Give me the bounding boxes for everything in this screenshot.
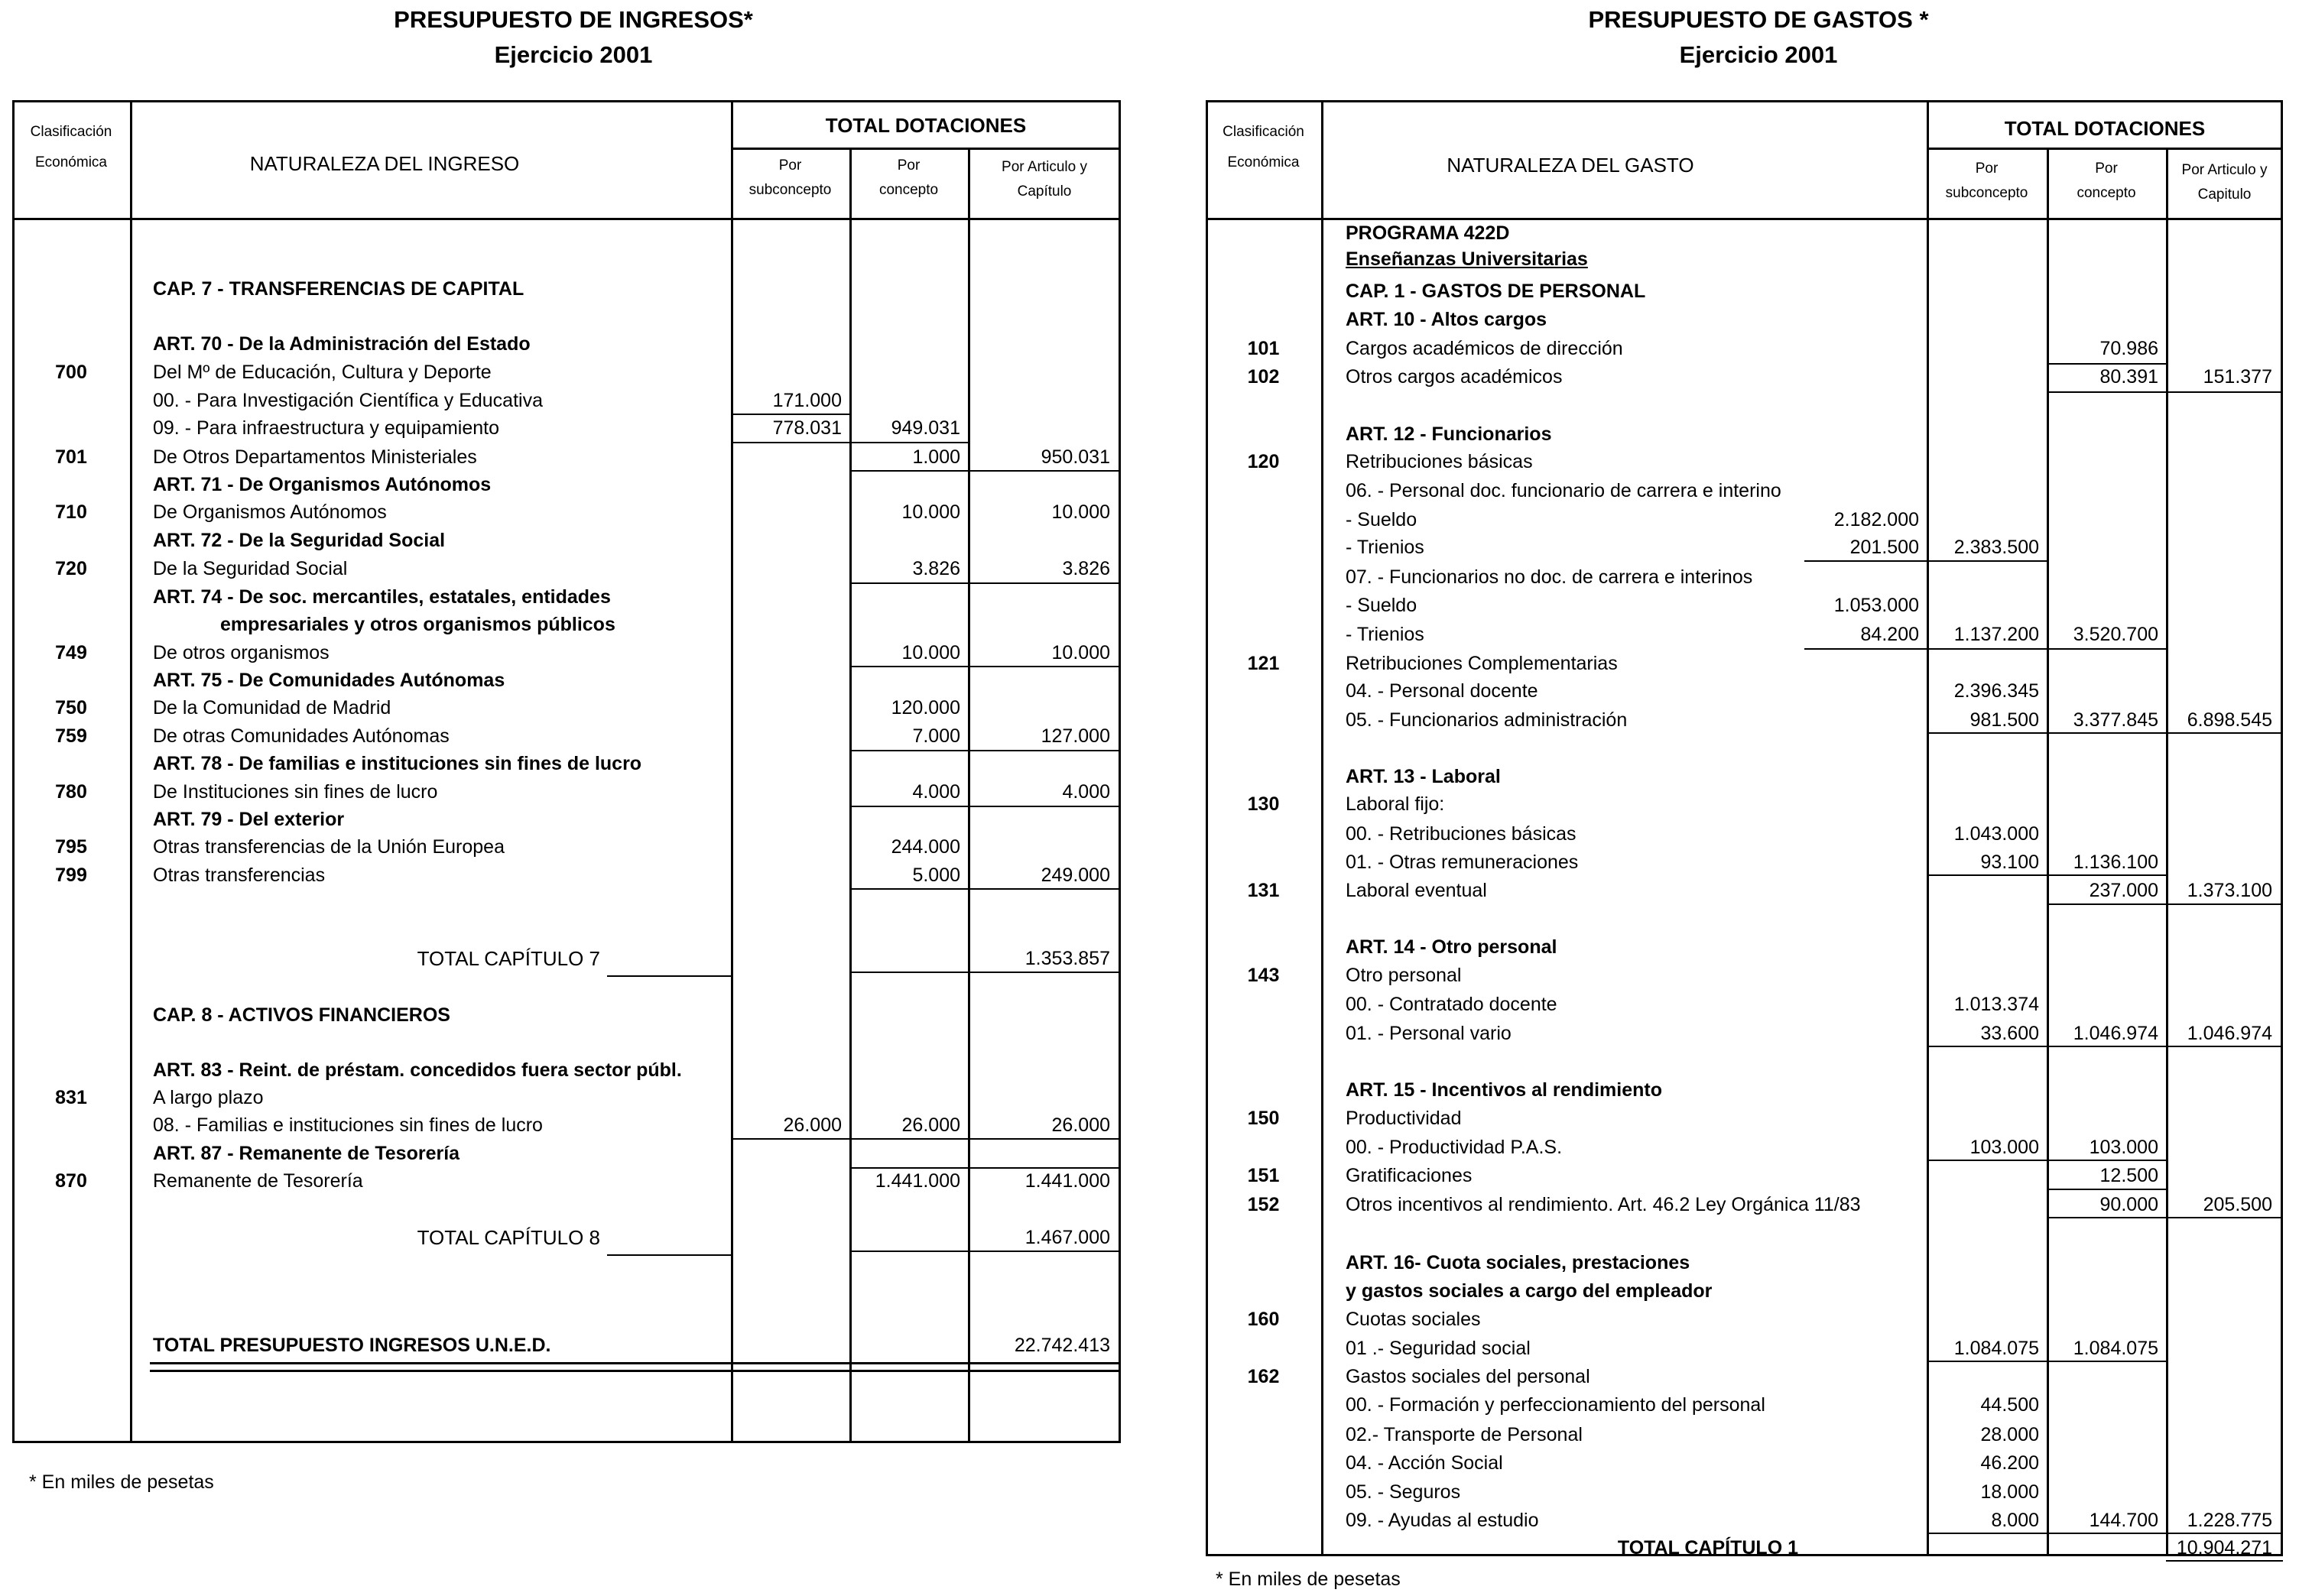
section-heading: Enseñanzas Universitarias [1346, 248, 1588, 270]
articulo-value: 249.000 [1041, 864, 1110, 886]
row-code: 130 [1247, 793, 1280, 815]
subtotal-rule [2047, 391, 2283, 393]
total-dotaciones-header: TOTAL DOTACIONES [2004, 117, 2206, 140]
subtotal-rule [2047, 1217, 2166, 1218]
row-code: 750 [55, 697, 87, 719]
concepto-value: 144.700 [2089, 1510, 2158, 1531]
subtotal-rule [2047, 903, 2166, 905]
row-code: 150 [1247, 1108, 1280, 1129]
row-code: 131 [1247, 880, 1280, 901]
articulo-value: 127.000 [1041, 725, 1110, 747]
right-footnote: * En miles de pesetas [1216, 1568, 1401, 1590]
row-label: De la Seguridad Social [153, 558, 348, 579]
subtotal-rule [2047, 1533, 2166, 1534]
subtotal-rule [849, 750, 1121, 751]
row-code: 831 [55, 1087, 87, 1108]
subconcepto-value: 46.200 [1980, 1452, 2039, 1474]
row-label: Remanente de Tesorería [153, 1170, 363, 1192]
subtotal-rule [849, 666, 1121, 667]
subconcepto-value: 8.000 [1991, 1510, 2039, 1531]
left-footnote: * En miles de pesetas [29, 1471, 214, 1493]
articulo-header-1: Por Articulo y [1002, 159, 1087, 175]
subtotal-rule [2047, 732, 2166, 734]
section-heading: ART. 72 - De la Seguridad Social [153, 530, 446, 551]
section-heading: ART. 78 - De familias e instituciones sin fines de lucro [153, 753, 642, 774]
section-heading: ART. 15 - Incentivos al rendimiento [1346, 1079, 1662, 1101]
row-code: 759 [55, 725, 87, 747]
section-heading: ART. 10 - Altos cargos [1346, 309, 1547, 330]
row-label: 00. - Retribuciones básicas [1346, 823, 1577, 845]
row-code: 160 [1247, 1309, 1280, 1330]
section-heading: ART. 75 - De Comunidades Autónomas [153, 670, 505, 691]
articulo-value: 3.826 [1062, 558, 1110, 579]
articulo-value: 151.377 [2203, 366, 2272, 388]
section-heading: TOTAL PRESUPUESTO INGRESOS U.N.E.D. [153, 1335, 551, 1356]
subconcepto-value: 26.000 [783, 1114, 842, 1136]
concepto-value: 1.000 [912, 446, 960, 468]
row-label: 00. - Para Investigación Científica y Educativa [153, 390, 543, 411]
articulo-header-2: Capitulo [2197, 187, 2252, 203]
subconcepto-value: 18.000 [1980, 1481, 2039, 1503]
articulo-value: 10.904.271 [2176, 1537, 2272, 1559]
concepto-header-2: concepto [878, 182, 939, 198]
articulo-value: 4.000 [1062, 781, 1110, 803]
row-label: De Otros Departamentos Ministeriales [153, 446, 477, 468]
row-code: 780 [55, 781, 87, 803]
subtotal-rule [2166, 1217, 2283, 1218]
concepto-value: 3.377.845 [2073, 709, 2158, 731]
section-heading: y gastos sociales a cargo del empleador [1346, 1280, 1713, 1302]
section-heading: CAP. 8 - ACTIVOS FINANCIEROS [153, 1004, 450, 1026]
right-year: Ejercicio 2001 [1679, 41, 1838, 68]
subtotal-rule [2047, 363, 2166, 365]
concepto-value: 3.520.700 [2073, 624, 2158, 645]
section-heading: ART. 79 - Del exterior [153, 809, 345, 830]
row-label: De Instituciones sin fines de lucro [153, 781, 438, 803]
row-label: 02.- Transporte de Personal [1346, 1424, 1583, 1445]
amount-value: 1.053.000 [1833, 595, 1919, 616]
subconcepto-value: 1.137.200 [1953, 624, 2039, 645]
col-divider [849, 148, 852, 1443]
concepto-value: 1.136.100 [2073, 852, 2158, 873]
concepto-value: 103.000 [2089, 1137, 2158, 1158]
concepto-value: 1.046.974 [2073, 1023, 2158, 1044]
subconcepto-value: 2.383.500 [1953, 537, 2039, 558]
subtotal-rule [1927, 560, 2047, 562]
subconcepto-value: 2.396.345 [1953, 680, 2039, 702]
concepto-value: 949.031 [891, 417, 960, 439]
row-label: Cargos académicos de dirección [1346, 338, 1623, 359]
subconcepto-header-1: Por [778, 157, 802, 174]
row-label: 00. - Contratado docente [1346, 994, 1557, 1015]
row-code: 799 [55, 864, 87, 886]
subtotal-rule [731, 414, 849, 415]
subtotal-rule [731, 442, 968, 443]
row-label: 00. - Formación y perfeccionamiento del personal [1346, 1394, 1765, 1416]
concepto-value: 70.986 [2099, 338, 2158, 359]
row-code: 151 [1247, 1165, 1280, 1186]
row-label: Gastos sociales del personal [1346, 1366, 1590, 1387]
concepto-value: 1.084.075 [2073, 1338, 2158, 1359]
left-title: PRESUPUESTO DE INGRESOS* [394, 6, 753, 33]
section-heading: CAP. 1 - GASTOS DE PERSONAL [1346, 281, 1646, 302]
row-label: 01 .- Seguridad social [1346, 1338, 1531, 1359]
row-label: 01. - Personal vario [1346, 1023, 1512, 1044]
subtotal-rule [731, 1138, 1121, 1140]
concepto-value: 4.000 [912, 781, 960, 803]
row-label: Productividad [1346, 1108, 1462, 1129]
subconcepto-header-2: subconcepto [748, 182, 832, 198]
total-dotaciones-header: TOTAL DOTACIONES [825, 114, 1027, 137]
subtotal-rule [1804, 560, 1927, 562]
concepto-value: 237.000 [2089, 880, 2158, 901]
row-label: Laboral fijo: [1346, 793, 1445, 815]
row-label: 05. - Funcionarios administración [1346, 709, 1628, 731]
concepto-value: 26.000 [901, 1114, 960, 1136]
row-label: 04. - Personal docente [1346, 680, 1538, 702]
row-label: 08. - Familias e instituciones sin fines de lucro [153, 1114, 543, 1136]
row-code: 121 [1247, 653, 1280, 674]
subtotal-rule [2047, 648, 2166, 650]
concepto-value: 1.441.000 [875, 1170, 960, 1192]
subtotal-rule [2166, 1533, 2283, 1534]
header-rule [12, 218, 1121, 220]
concepto-value: 7.000 [912, 725, 960, 747]
subtotal-rule [1927, 648, 2047, 650]
chapter-total-label: TOTAL CAPÍTULO 8 [417, 1226, 600, 1249]
grand-total-rule [150, 1362, 1119, 1364]
row-label: Cuotas sociales [1346, 1309, 1481, 1330]
row-label: Otras transferencias [153, 864, 326, 886]
articulo-value: 1.046.974 [2187, 1023, 2272, 1044]
economica-header: Económica [35, 154, 107, 170]
concepto-header-1: Por [897, 157, 921, 174]
subconcepto-value: 1.043.000 [1953, 823, 2039, 845]
articulo-value: 1.353.857 [1024, 948, 1110, 969]
row-label: Retribuciones básicas [1346, 451, 1533, 472]
subtotal-rule [849, 888, 1121, 890]
articulo-value: 1.228.775 [2187, 1510, 2272, 1531]
row-code: 101 [1247, 338, 1280, 359]
section-heading: PROGRAMA 422D [1346, 222, 1510, 244]
row-code: 700 [55, 362, 87, 383]
subconcepto-value: 93.100 [1980, 852, 2039, 873]
row-label: A largo plazo [153, 1087, 264, 1108]
subtotal-rule [849, 972, 1121, 973]
subtotal-rule [849, 470, 1121, 472]
row-label: 09. - Para infraestructura y equipamiento [153, 417, 500, 439]
row-code: 143 [1247, 965, 1280, 986]
amount-value: 84.200 [1860, 624, 1919, 645]
right-title: PRESUPUESTO DE GASTOS * [1588, 6, 1929, 33]
subtotal-rule [1927, 1361, 2047, 1362]
section-heading: ART. 87 - Remanente de Tesorería [153, 1143, 460, 1164]
section-heading: empresariales y otros organismos públicos [220, 614, 615, 635]
header-rule [731, 148, 1121, 150]
concepto-value: 120.000 [891, 697, 960, 719]
concepto-header-1: Por [2095, 161, 2118, 177]
subtotal-rule [849, 1167, 1121, 1169]
concepto-value: 90.000 [2099, 1194, 2158, 1215]
subtotal-rule [2047, 1160, 2166, 1161]
section-heading: ART. 83 - Reint. de préstam. concedidos fuera sector públ. [153, 1059, 682, 1081]
section-heading: ART. 13 - Laboral [1346, 766, 1501, 787]
articulo-value: 6.898.545 [2187, 709, 2272, 731]
subtotal-rule [2047, 874, 2166, 876]
subtotal-rule [2047, 1046, 2166, 1047]
subtotal-rule [1927, 732, 2047, 734]
section-heading: ART. 70 - De la Administración del Estado [153, 333, 531, 355]
row-label: 04. - Acción Social [1346, 1452, 1503, 1474]
section-heading: ART. 71 - De Organismos Autónomos [153, 474, 492, 495]
row-label: Retribuciones Complementarias [1346, 653, 1618, 674]
subconcepto-value: 1.013.374 [1953, 994, 2039, 1015]
col-divider [731, 100, 733, 1443]
row-label: 09. - Ayudas al estudio [1346, 1510, 1539, 1531]
row-code: 870 [55, 1170, 87, 1192]
articulo-value: 22.742.413 [1014, 1335, 1110, 1356]
subtotal-rule [849, 1251, 1121, 1252]
left-year: Ejercicio 2001 [494, 41, 653, 68]
articulo-header-2: Capítulo [1017, 183, 1072, 200]
naturaleza-header: NATURALEZA DEL INGRESO [249, 152, 520, 175]
header-rule [1927, 148, 2283, 150]
clasificacion-header: Clasificación [30, 124, 112, 140]
articulo-value: 10.000 [1051, 642, 1110, 663]
amount-value: 2.182.000 [1833, 509, 1919, 530]
total-underline [607, 1254, 731, 1256]
subconcepto-header-2: subconcepto [1945, 185, 2028, 201]
articulo-value: 950.031 [1041, 446, 1110, 468]
section-heading: ART. 74 - De soc. mercantiles, estatales, entidades [153, 586, 611, 608]
articulo-value: 1.441.000 [1024, 1170, 1110, 1192]
subconcepto-value: 28.000 [1980, 1424, 2039, 1445]
articulo-value: 205.500 [2203, 1194, 2272, 1215]
naturaleza-header: NATURALEZA DEL GASTO [1447, 154, 1694, 177]
subconcepto-value: 103.000 [1969, 1137, 2039, 1158]
row-code: 120 [1247, 451, 1280, 472]
subconcepto-value: 44.500 [1980, 1394, 2039, 1416]
concepto-value: 5.000 [912, 864, 960, 886]
subtotal-rule [1927, 1160, 2047, 1161]
row-label: De otros organismos [153, 642, 330, 663]
subtotal-rule [2166, 732, 2283, 734]
subtotal-rule [2166, 1560, 2283, 1562]
row-label: De Organismos Autónomos [153, 501, 387, 523]
row-label: 05. - Seguros [1346, 1481, 1461, 1503]
section-heading: CAP. 7 - TRANSFERENCIAS DE CAPITAL [153, 278, 524, 300]
concepto-value: 80.391 [2099, 366, 2158, 388]
subconcepto-value: 33.600 [1980, 1023, 2039, 1044]
row-code: 162 [1247, 1366, 1280, 1387]
row-label: Gratificaciones [1346, 1165, 1473, 1186]
col-divider [1321, 100, 1323, 1556]
concepto-value: 12.500 [2099, 1165, 2158, 1186]
subtotal-rule [1927, 874, 2047, 876]
row-label: 07. - Funcionarios no doc. de carrera e interinos [1346, 566, 1753, 588]
col-divider [2166, 148, 2168, 1556]
concepto-value: 244.000 [891, 836, 960, 858]
concepto-value: 10.000 [901, 642, 960, 663]
chapter-total-label: TOTAL CAPÍTULO 7 [417, 947, 600, 970]
subtotal-rule [2047, 1189, 2166, 1190]
articulo-value: 1.373.100 [2187, 880, 2272, 901]
subtotal-rule [2047, 1361, 2166, 1362]
clasificacion-header: Clasificación [1223, 124, 1304, 140]
chapter-total-label: TOTAL CAPÍTULO 1 [1617, 1537, 1798, 1559]
row-code: 710 [55, 501, 87, 523]
row-label: - Sueldo [1346, 509, 1417, 530]
row-label: Otras transferencias de la Unión Europea [153, 836, 505, 858]
col-divider [2047, 148, 2049, 1556]
section-heading: ART. 12 - Funcionarios [1346, 423, 1552, 445]
row-label: 06. - Personal doc. funcionario de carrera e interino [1346, 480, 1781, 501]
row-label: Otros incentivos al rendimiento. Art. 46.2 Ley Orgánica 11/83 [1346, 1194, 1861, 1215]
concepto-header-2: concepto [2077, 185, 2136, 201]
subtotal-rule [849, 582, 1121, 584]
row-code: 701 [55, 446, 87, 468]
subconcepto-value: 778.031 [772, 417, 842, 439]
economica-header: Económica [1227, 154, 1300, 170]
row-label: - Sueldo [1346, 595, 1417, 616]
subconcepto-value: 1.084.075 [1953, 1338, 2039, 1359]
concepto-value: 3.826 [912, 558, 960, 579]
concepto-value: 10.000 [901, 501, 960, 523]
row-label: Laboral eventual [1346, 880, 1487, 901]
amount-value: 201.500 [1849, 537, 1919, 558]
subtotal-rule [1927, 1046, 2047, 1047]
row-label: De la Comunidad de Madrid [153, 697, 391, 719]
articulo-value: 26.000 [1051, 1114, 1110, 1136]
row-code: 749 [55, 642, 87, 663]
section-heading: ART. 14 - Otro personal [1346, 936, 1557, 958]
col-divider [968, 148, 970, 1443]
row-label: Del Mº de Educación, Cultura y Deporte [153, 362, 492, 383]
row-label: 01. - Otras remuneraciones [1346, 852, 1579, 873]
row-code: 720 [55, 558, 87, 579]
row-code: 152 [1247, 1194, 1280, 1215]
row-label: - Trienios [1346, 537, 1424, 558]
subconcepto-header-1: Por [1975, 161, 1999, 177]
row-label: De otras Comunidades Autónomas [153, 725, 450, 747]
subtotal-rule [849, 806, 1121, 807]
articulo-value: 10.000 [1051, 501, 1110, 523]
row-label: 00. - Productividad P.A.S. [1346, 1137, 1563, 1158]
row-code: 102 [1247, 366, 1280, 388]
subtotal-rule [1927, 1533, 2047, 1534]
articulo-value: 1.467.000 [1024, 1227, 1110, 1248]
subtotal-rule [2166, 903, 2283, 905]
row-code: 795 [55, 836, 87, 858]
grand-total-rule [150, 1370, 1119, 1372]
row-label: Otro personal [1346, 965, 1462, 986]
row-label: Otros cargos académicos [1346, 366, 1563, 388]
subconcepto-value: 171.000 [772, 390, 842, 411]
subconcepto-value: 981.500 [1969, 709, 2039, 731]
subtotal-rule [2166, 1046, 2283, 1047]
row-label: - Trienios [1346, 624, 1424, 645]
articulo-header-1: Por Articulo y [2181, 162, 2268, 178]
total-underline [607, 975, 731, 977]
subtotal-rule [1804, 648, 1927, 650]
col-divider [1927, 100, 1929, 1556]
section-heading: ART. 16- Cuota sociales, prestaciones [1346, 1252, 1690, 1273]
